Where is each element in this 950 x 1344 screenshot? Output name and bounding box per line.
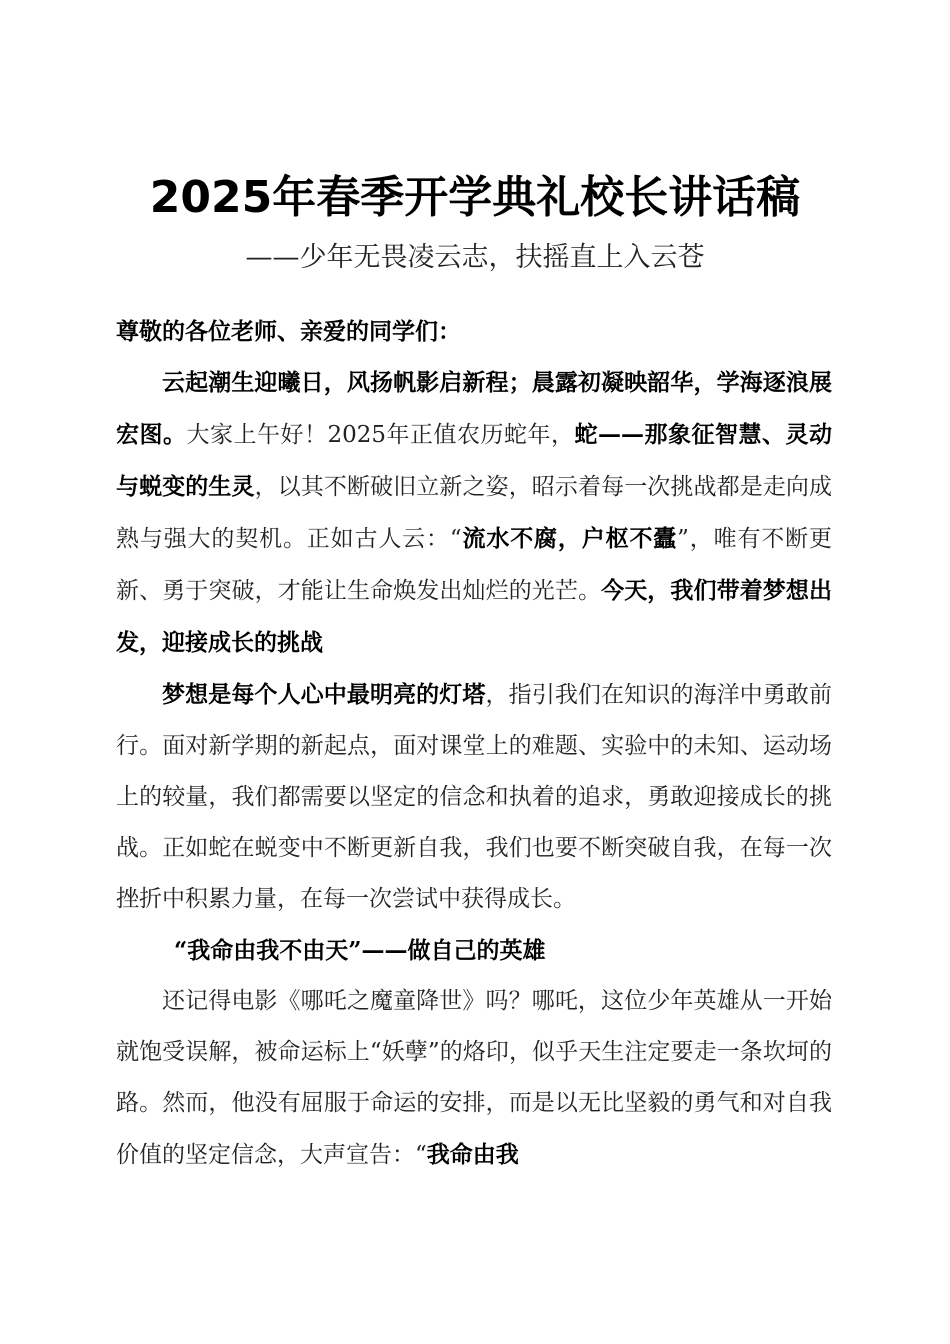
p3-quote-emphasis: 我命由我 <box>426 1141 519 1168</box>
p3-text: 还记得电影《哪吒之魔童降世》吗？哪吒，这位少年英雄从一开始就饱受误解，被命运标上“妖孽”的烙印，似乎天生注定要走一条坎坷的路。然而，他没有屈服于命运的安排，而是以无比坚毅的勇气和对自我价值的坚定信念，大声宣告：“ <box>116 988 832 1168</box>
p1-text-c: ”，唯有不断更新、勇于突破，才能让生命焕发出灿烂的光芒。 <box>116 526 833 604</box>
greeting: 尊敬的各位老师、亲爱的同学们： <box>116 318 461 345</box>
document-subtitle: ——少年无畏凌云志，扶摇直上入云苍 <box>245 242 705 273</box>
paragraph-1 <box>116 357 832 669</box>
p1-opening-couplet: 云起潮生迎曦日，风扬帆影启新程；晨露初凝映韶华，学海逐浪展宏图。 <box>116 369 832 448</box>
document-body <box>116 306 832 1181</box>
paragraph-2 <box>116 669 832 925</box>
p1-snake-emphasis: 蛇——那象征智慧、灵动与蜕变的生灵 <box>116 421 833 500</box>
paragraph-3 <box>116 976 832 1181</box>
p1-text-a: 大家上午好！2025年正值农历蛇年， <box>186 422 575 448</box>
p1-closing-emphasis: 今天，我们带着梦想出发，迎接成长的挑战 <box>116 577 833 656</box>
section-heading: “我命由我不由天”——做自己的英雄 <box>174 937 546 964</box>
document-title: 2025年春季开学典礼校长讲话稿 <box>149 172 801 223</box>
p1-text-b: ，以其不断破旧立新之姿，昭示着每一次挑战都是走向成熟与强大的契机。正如古人云：“ <box>116 474 833 552</box>
p2-lighthouse-emphasis: 梦想是每个人心中最明亮的灯塔 <box>162 681 486 708</box>
p2-text: ，指引我们在知识的海洋中勇敢前行。面对新学期的新起点，面对课堂上的难题、实验中的未知、运动场上的较量，我们都需要以坚定的信念和执着的追求，勇敢迎接成长的挑战。正如蛇在蜕变中不断更新自我，我们也要不断突破自我，在每一次挫折中积累力量，在每一次尝试中获得成长。 <box>116 682 833 912</box>
p1-quote-emphasis: 流水不腐，户枢不蠹 <box>461 525 678 552</box>
